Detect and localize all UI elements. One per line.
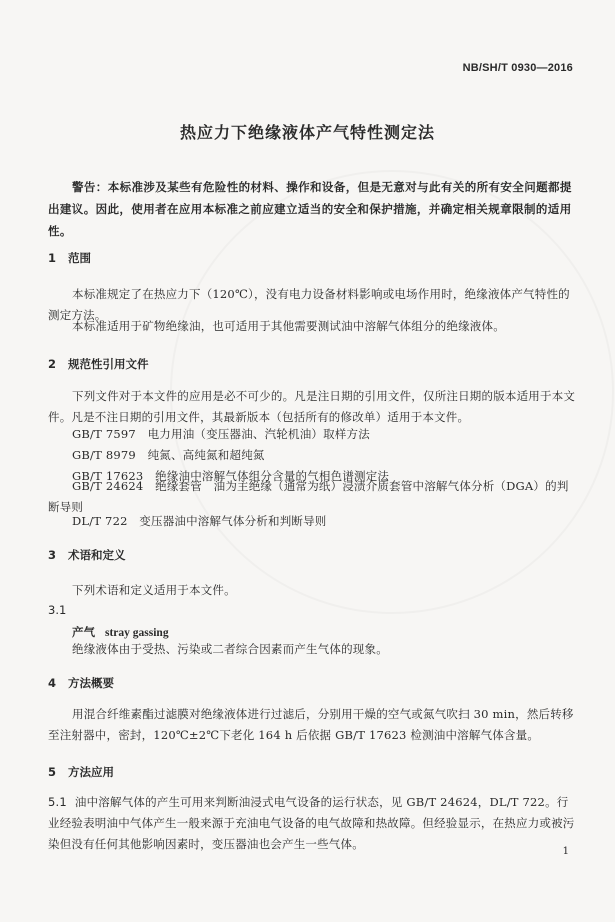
page-number: 1	[562, 846, 569, 857]
section-5-heading	[48, 764, 114, 780]
document-title: 热应力下绝缘液体产气特性测定法	[179, 123, 435, 142]
section-1-heading	[48, 250, 91, 266]
section-5-text: 油中溶解气体的产生可用来判断油浸式电气设备的运行状态，见 GB/T 24624，DL/T 722。行业经验表明油中气体产生一般来源于充油电气设备的电气故障和热故障。但经验显示，在热应力或被污染但没有任何其他影响因素时，变压器油也会产生一些气体。	[48, 795, 575, 851]
section-4-paragraph: 用混合纤维素酯过滤膜对绝缘液体进行过滤后，分别用干燥的空气或氮气吹扫 30 min，然后转移至注射器中，密封，120℃±2℃下老化 164 h 后依据 GB/T 17623 检测油中溶解气体含量。	[48, 707, 574, 742]
reference-item: DL/T 722 变压器油中溶解气体分析和判断导则	[72, 514, 327, 528]
subsection-number: 3.1	[48, 603, 67, 617]
term-chinese: 产气	[72, 625, 95, 639]
section-number: 1	[48, 251, 57, 265]
section-title: 规范性引用文件	[68, 357, 149, 371]
section-4-heading	[48, 675, 114, 691]
warning-paragraph: 警告：本标准涉及某些有危险性的材料、操作和设备，但是无意对与此有关的所有安全问题都提出建议。因此，使用者在应用本标准之前应建立适当的安全和保护措施，并确定相关规章限制的适用性。	[48, 180, 572, 238]
section-number: 4	[48, 676, 57, 690]
subsection-number: 5.1	[48, 795, 67, 809]
section-2-intro: 下列文件对于本文件的应用是必不可少的。凡是注日期的引用文件，仅所注日期的版本适用于本文件。凡是不注日期的引用文件，其最新版本（包括所有的修改单）适用于本文件。	[48, 389, 576, 424]
section-title: 方法应用	[68, 765, 114, 779]
section-2-heading	[48, 356, 149, 372]
section-1-paragraph-2: 本标准适用于矿物绝缘油，也可适用于其他需要测试油中溶解气体组分的绝缘液体。	[72, 319, 505, 333]
section-number: 5	[48, 765, 57, 779]
standard-code: NB/SH/T 0930—2016	[462, 62, 573, 74]
reference-item: GB/T 17623 绝缘油中溶解气体组分含量的气相色谱测定法	[72, 469, 390, 483]
section-title: 范围	[68, 251, 91, 265]
term-entry	[72, 624, 169, 640]
section-number: 3	[48, 548, 57, 562]
section-3-heading	[48, 547, 126, 563]
section-title: 方法概要	[68, 676, 114, 690]
term-english: stray gassing	[105, 627, 169, 639]
section-5-paragraph	[48, 792, 576, 855]
section-number: 2	[48, 357, 57, 371]
section-3-intro: 下列术语和定义适用于本文件。	[72, 583, 236, 597]
reference-item: GB/T 24624 绝缘套管 油为主绝缘（通常为纸）浸渍介质套管中溶解气体分析（DGA）的判断导则	[48, 479, 569, 514]
section-1-paragraph-1: 本标准规定了在热应力下（120℃），没有电力设备材料影响或电场作用时，绝缘液体产气特性的测定方法。	[48, 287, 570, 322]
section-title: 术语和定义	[68, 548, 126, 562]
reference-item: GB/T 8979 纯氮、高纯氮和超纯氮	[72, 448, 265, 462]
reference-item: GB/T 7597 电力用油（变压器油、汽轮机油）取样方法	[72, 427, 370, 441]
term-definition: 绝缘液体由于受热、污染或二者综合因素而产生气体的现象。	[72, 642, 388, 656]
